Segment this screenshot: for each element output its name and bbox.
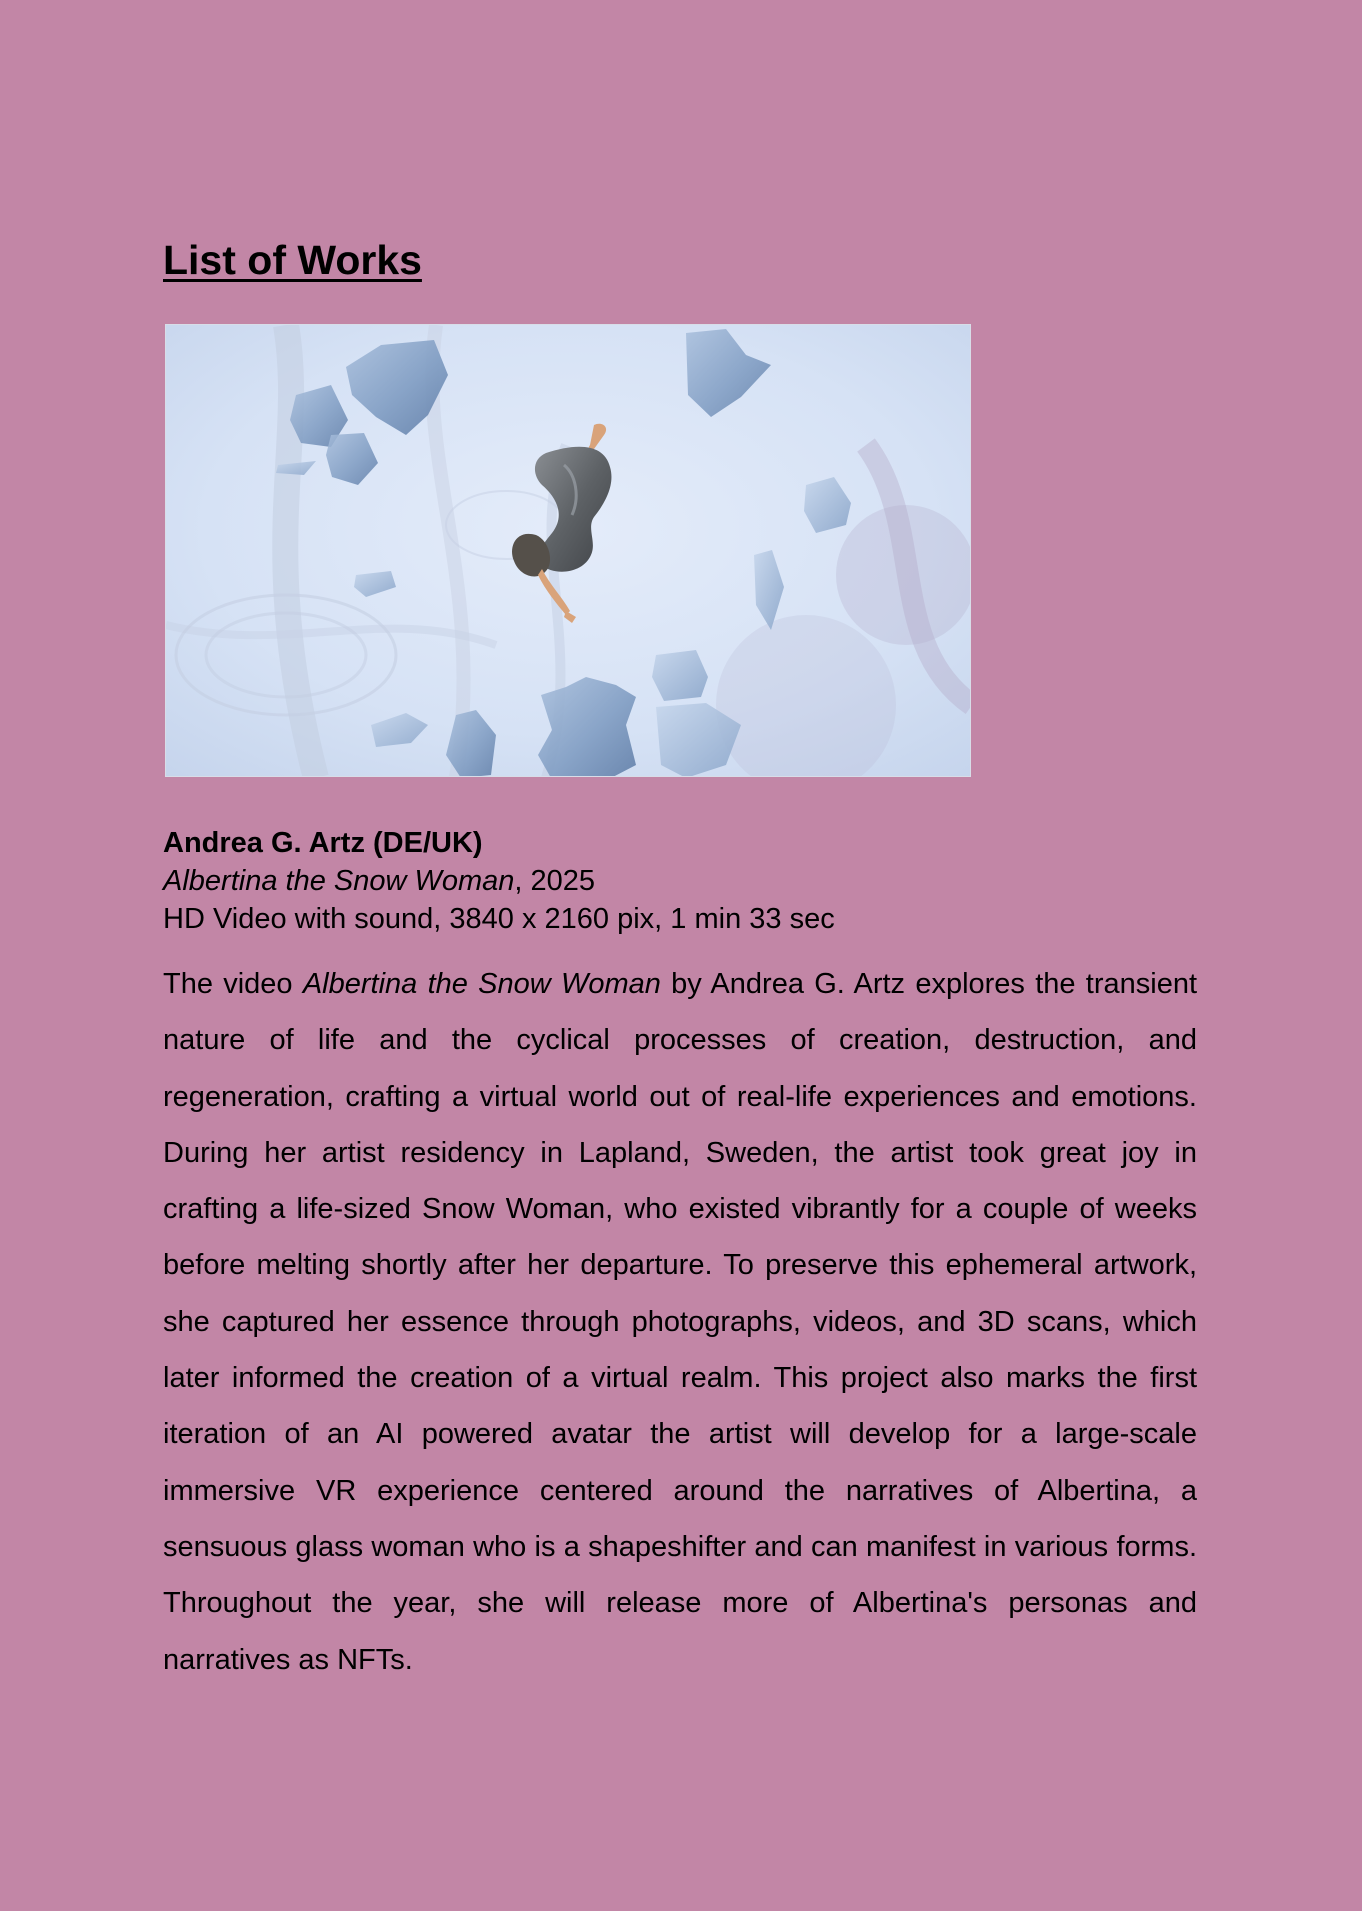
artist-name: Andrea G. Artz (DE/UK) — [163, 827, 483, 859]
page-heading: List of Works — [163, 237, 422, 283]
work-specs: HD Video with sound, 3840 x 2160 pix, 1 min 33 sec — [163, 903, 835, 935]
work-title-line — [163, 862, 835, 900]
work-caption — [163, 824, 835, 938]
work-description — [163, 956, 1197, 1688]
description-intro: The video — [163, 968, 303, 1000]
artwork-image — [165, 324, 971, 777]
snow-woman-video-still — [166, 325, 971, 777]
work-title: Albertina the Snow Woman — [163, 865, 515, 897]
work-year: , 2025 — [514, 865, 596, 897]
description-body: by Andrea G. Artz explores the transient nature of life and the cyclical processes of creation, destruction, and regeneration, crafting a virtual world out of real-life experiences and emotions. During her artist residency in Lapland, Sweden, the artist took great joy in crafting a life-sized Snow Woman, who existed vibrantly for a couple of weeks before melting shortly after her departure. To preserve this ephemeral artwork, she captured her essence through photographs, videos, and 3D scans, which later informed the creation of a virtual realm. This project also marks the first iteration of an AI powered avatar the artist will develop for a large-scale immersive VR experience centered around the narratives of Albertina, a sensuous glass woman who is a shapeshifter and can manifest in various forms. Throughout the year, she will release more of Albertina's personas and narratives as NFTs. — [163, 968, 1198, 1676]
description-title: Albertina the Snow Woman — [302, 968, 661, 1000]
